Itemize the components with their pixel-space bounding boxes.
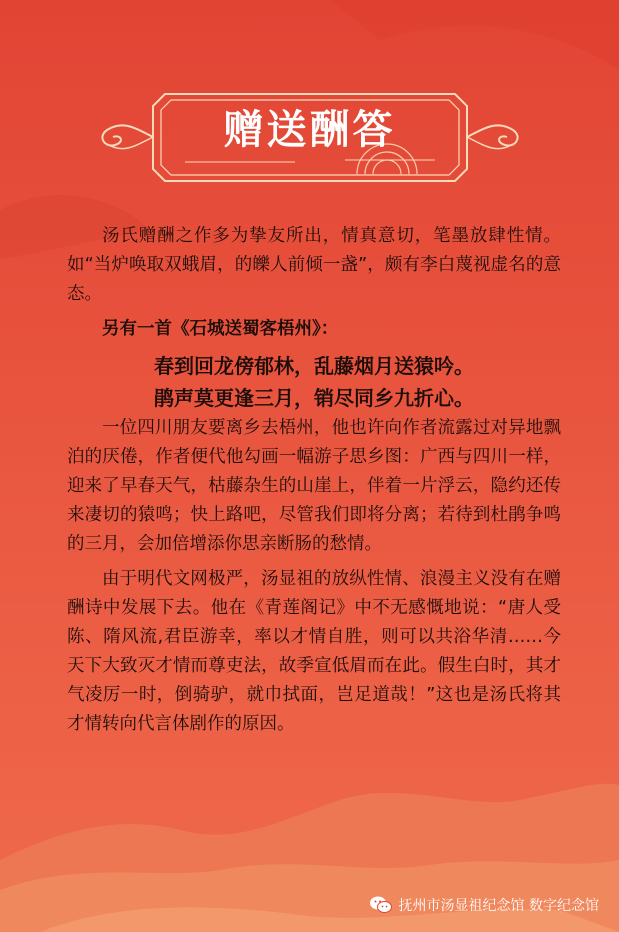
poem-line-1: 春到回龙傍郁林，乱藤烟月送猿吟。	[154, 354, 474, 378]
page-title: 赠送酬答	[223, 106, 396, 153]
wechat-icon	[369, 895, 393, 915]
footer-text: 抚州市汤显祖纪念馆 数字纪念馆	[398, 898, 599, 914]
paragraph-2: 一位四川朋友要离乡去梧州，他也许向作者流露过对异地飘泊的厌倦，作者便代他勾画一幅游子思乡图：广西与四川一样，迎来了早春天气，枯藤杂生的山崖上，伴着一片浮云，隐约还传来凄切的猿鸣；快上路吧，尽管我们即将分离；若待到杜鹃争鸣的三月，会加倍增添你思亲断肠的愁情。	[67, 418, 561, 554]
poem-intro: 另有一首《石城送蜀客梧州》：	[102, 319, 339, 339]
footer-source	[369, 892, 599, 918]
paragraph-3: 由于明代文网极严，汤显祖的放纵性情、浪漫主义没有在赠酬诗中发展下去。他在《青莲阁记》中不无感慨地说：“唐人受陈、隋风流,君臣游幸，率以才情自胜，则可以共浴华清……今天下大致灭才情而尊吏法，故季宣低眉而在此。假生白时，其才气凌厉一时，倒骑驴，就巾拭面，岂足道哉！”这也是汤氏将其才情转向代言体剧作的原因。	[67, 569, 561, 734]
poem-line-2: 鹃声莫更逢三月，销尽同乡九折心。	[154, 386, 474, 410]
paragraph-1: 汤氏赠酬之作多为挚友所出，情真意切，笔墨放肆性情。如“当炉唤取双蛾眉，的皪人前倾一盏”，颇有李白蔑视虚名的意态。	[67, 226, 561, 304]
article-body	[67, 222, 561, 739]
